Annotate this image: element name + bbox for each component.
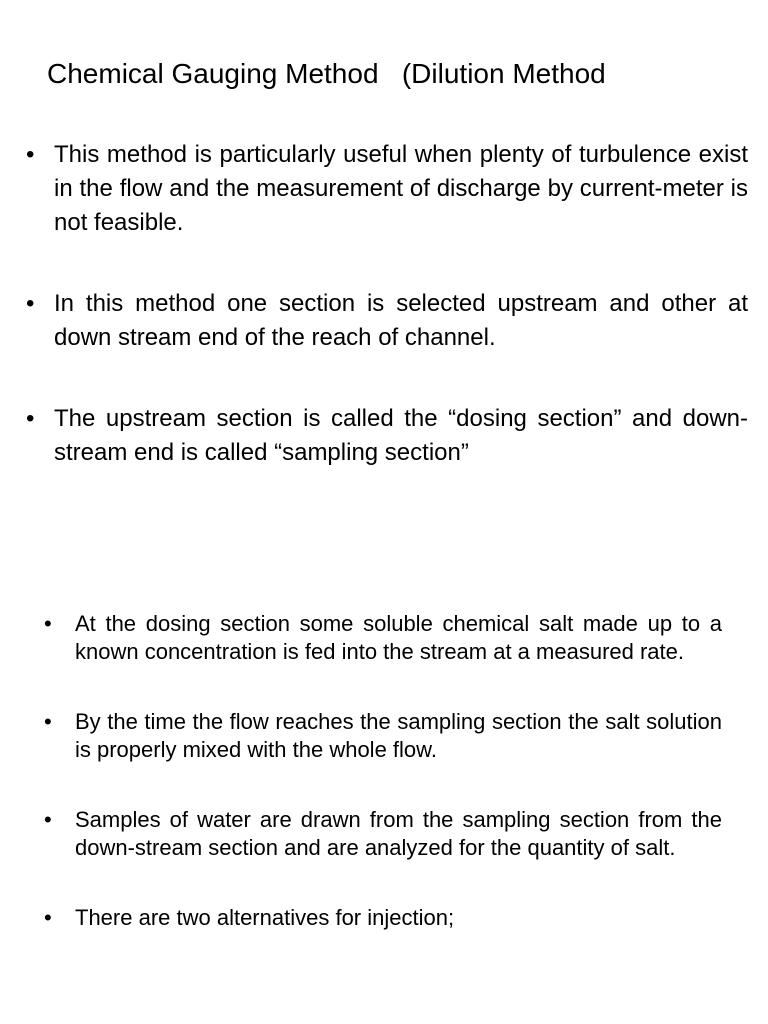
bullet-text: This method is particularly useful when plenty of turbulence exist in the flow and the measurement of discharge by current-meter is not feasible. bbox=[54, 141, 748, 236]
bullet-text: At the dosing section some soluble chemical salt made up to a known concentration is fed into the stream at a measured rate. bbox=[75, 611, 722, 664]
bullet-text: By the time the flow reaches the sampling section the salt solution is properly mixed with the whole flow. bbox=[75, 709, 722, 762]
bullet-item bbox=[26, 138, 748, 240]
top-bullet-list bbox=[26, 138, 748, 517]
bottom-bullet-list bbox=[44, 610, 722, 974]
bullet-text: In this method one section is selected upstream and other at down stream end of the reach of channel. bbox=[54, 290, 748, 351]
bullet-icon: • bbox=[26, 290, 35, 317]
bullet-item bbox=[44, 708, 722, 764]
bullet-icon: • bbox=[26, 405, 35, 432]
bullet-item bbox=[26, 287, 748, 355]
bullet-item bbox=[44, 610, 722, 666]
bullet-text: Samples of water are drawn from the sampling section from the down-stream section and are analyzed for the quantity of salt. bbox=[75, 807, 722, 860]
bullet-text: The upstream section is called the “dosing section” and down-stream end is called “sampling section” bbox=[54, 405, 748, 466]
bullet-icon: • bbox=[44, 807, 52, 832]
bullet-icon: • bbox=[44, 611, 52, 636]
slide-title: Chemical Gauging Method (Dilution Method bbox=[47, 58, 606, 89]
bullet-icon: • bbox=[44, 905, 52, 930]
bullet-icon: • bbox=[44, 709, 52, 734]
bullet-item bbox=[44, 904, 722, 932]
bullet-text: There are two alternatives for injection; bbox=[75, 905, 455, 930]
bullet-item bbox=[26, 402, 748, 470]
bullet-item bbox=[44, 806, 722, 862]
bullet-icon: • bbox=[26, 141, 35, 168]
